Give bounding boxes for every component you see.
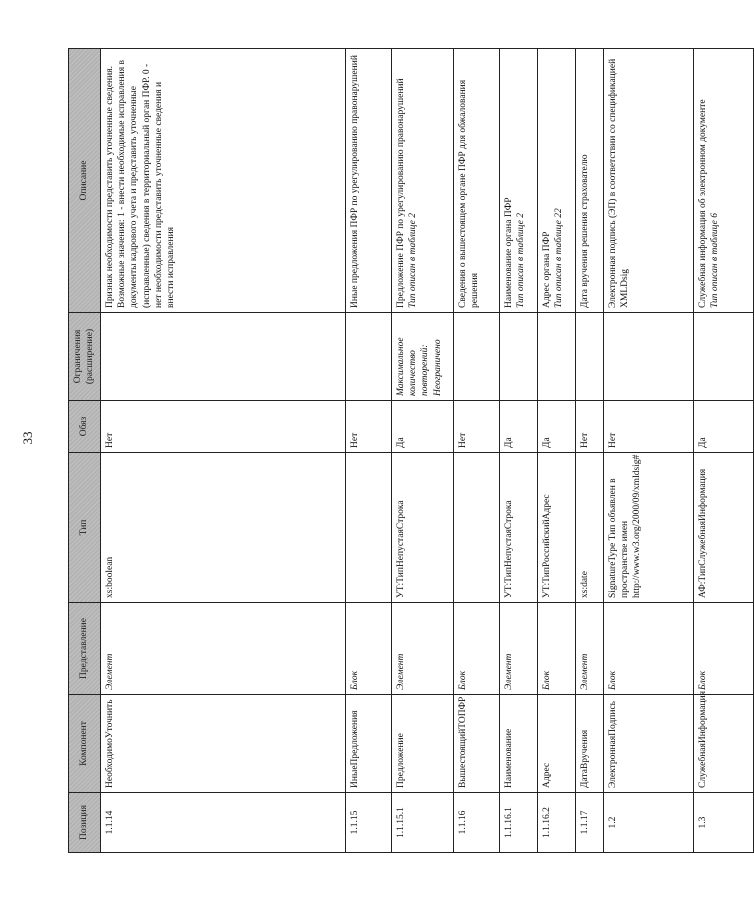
description-text: Дата вручения решения страхователю <box>579 154 590 308</box>
cell-type: УТ:ТипРоссийскийАдрес <box>537 453 575 603</box>
table-header-row <box>69 49 101 853</box>
cell-type <box>345 453 391 603</box>
header-component: Компонент <box>69 695 101 793</box>
cell-description <box>575 49 603 313</box>
cell-description <box>391 49 453 313</box>
cell-position: 1.2 <box>603 793 693 853</box>
cell-restrictions <box>537 313 575 401</box>
cell-description <box>499 49 537 313</box>
table-row <box>499 49 537 853</box>
cell-type <box>453 453 499 603</box>
schema-table <box>68 48 754 853</box>
header-representation: Представление <box>69 603 101 695</box>
cell-position: 1.1.14 <box>100 793 345 853</box>
header-type: Тип <box>69 453 101 603</box>
cell-required: Нет <box>603 401 693 453</box>
page-number: 33 <box>20 431 35 445</box>
cell-required: Нет <box>345 401 391 453</box>
cell-position: 1.1.16.1 <box>499 793 537 853</box>
cell-restrictions <box>100 313 345 401</box>
cell-representation: Блок <box>537 603 575 695</box>
table-row <box>453 49 499 853</box>
description-text: Признак необходимости представить уточненные сведения. Возможные значения: 1 - внести необходимые исправления в документы кадрового учета и представить уточненные (исправленные) сведения в территориальный орган ПФР. 0 - нет необходимости представить уточненные сведения и внести исправления <box>104 60 177 308</box>
cell-required: Нет <box>453 401 499 453</box>
cell-component: НеобходимоУточнить <box>100 695 345 793</box>
description-type-note: Тип описан в таблице 6 <box>710 213 721 308</box>
description-type-note: Тип описан в таблице 2 <box>408 213 419 308</box>
cell-representation: Элемент <box>391 603 453 695</box>
cell-position: 1.1.15 <box>345 793 391 853</box>
cell-component: ЭлектроннаяПодпись <box>603 695 693 793</box>
cell-restrictions <box>575 313 603 401</box>
cell-type: xs:date <box>575 453 603 603</box>
cell-position: 1.1.16.2 <box>537 793 575 853</box>
cell-restrictions: Максимальное количество повторений: Неограничено <box>391 313 453 401</box>
cell-type: УТ:ТипНепустаяСтрока <box>391 453 453 603</box>
cell-required: Да <box>693 401 753 453</box>
cell-representation: Блок <box>603 603 693 695</box>
cell-position: 1.1.16 <box>453 793 499 853</box>
table-row <box>603 49 693 853</box>
cell-restrictions <box>453 313 499 401</box>
rotated-table-wrapper <box>68 49 721 853</box>
cell-description <box>603 49 693 313</box>
cell-description <box>693 49 753 313</box>
cell-type: АФ:ТипСлужебнаяИнформация <box>693 453 753 603</box>
cell-type: УТ:ТипНепустаяСтрока <box>499 453 537 603</box>
cell-description <box>537 49 575 313</box>
cell-description <box>345 49 391 313</box>
table-row <box>345 49 391 853</box>
cell-description <box>100 49 345 313</box>
cell-component: ДатаВручения <box>575 695 603 793</box>
cell-required: Нет <box>100 401 345 453</box>
cell-component: Наименование <box>499 695 537 793</box>
cell-component: ИныеПредложения <box>345 695 391 793</box>
cell-representation: Блок <box>693 603 753 695</box>
cell-restrictions <box>603 313 693 401</box>
cell-component: ВышестоящийТОПФР <box>453 695 499 793</box>
table-row <box>391 49 453 853</box>
cell-type: xs:boolean <box>100 453 345 603</box>
cell-representation: Блок <box>453 603 499 695</box>
cell-position: 1.1.17 <box>575 793 603 853</box>
description-text: Наименование органа ПФР <box>503 197 514 308</box>
cell-restrictions <box>345 313 391 401</box>
table-row <box>693 49 753 853</box>
description-text: Сведения о вышестоящем органе ПФР для обжалования решения <box>457 79 481 308</box>
cell-representation: Элемент <box>499 603 537 695</box>
header-required: Обяз <box>69 401 101 453</box>
header-restrictions: Ограничения (расширение) <box>69 313 101 401</box>
description-type-note: Тип описан в таблице 22 <box>554 208 565 308</box>
cell-type: SignatureType Тип объявлен в пространстве имен http://www.w3.org/2000/09/xmldsig# <box>603 453 693 603</box>
description-text: Иные предложения ПФР по урегулированию правонарушений <box>349 55 360 308</box>
cell-representation: Элемент <box>100 603 345 695</box>
cell-component: СлужебнаяИнформация <box>693 695 753 793</box>
cell-component: Предложение <box>391 695 453 793</box>
cell-restrictions <box>499 313 537 401</box>
cell-required: Нет <box>575 401 603 453</box>
table-row <box>537 49 575 853</box>
cell-position: 1.1.15.1 <box>391 793 453 853</box>
cell-position: 1.3 <box>693 793 753 853</box>
description-text: Адрес органа ПФР <box>541 231 552 308</box>
cell-required: Да <box>537 401 575 453</box>
cell-required: Да <box>391 401 453 453</box>
cell-restrictions <box>693 313 753 401</box>
description-text: Электронная подпись (ЭП) в соответствии со спецификацией XMLDsig <box>607 58 631 308</box>
description-type-note: Тип описан в таблице 2 <box>516 213 527 308</box>
header-description: Описание <box>69 49 101 313</box>
cell-representation: Элемент <box>575 603 603 695</box>
cell-description <box>453 49 499 313</box>
table-row <box>100 49 345 853</box>
cell-representation: Блок <box>345 603 391 695</box>
cell-component: Адрес <box>537 695 575 793</box>
description-text: Служебная информация об электронном документе <box>697 99 708 308</box>
cell-required: Да <box>499 401 537 453</box>
table-row <box>575 49 603 853</box>
header-position: Позиция <box>69 793 101 853</box>
description-text: Предложение ПФР по урегулированию правонарушений <box>395 78 406 308</box>
